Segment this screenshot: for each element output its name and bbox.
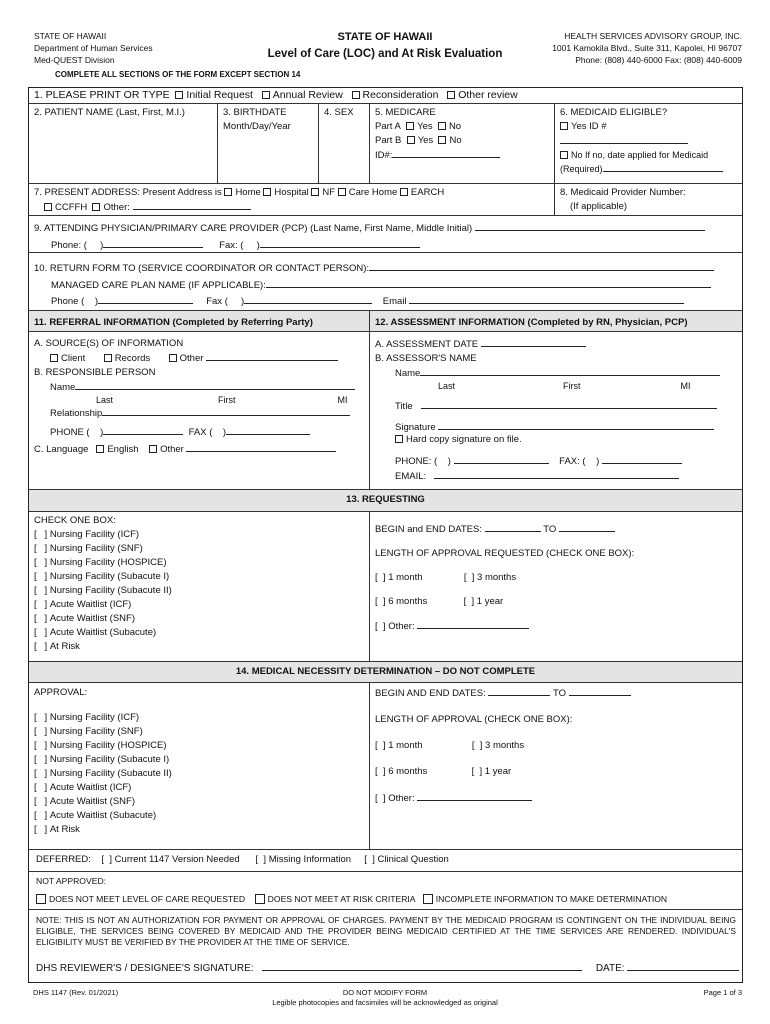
assessor-phone-field[interactable]	[454, 454, 549, 464]
mi-label: MI	[337, 395, 348, 405]
approval-option[interactable]: [ ] At Risk	[34, 824, 80, 835]
assessor-label: B. ASSESSOR'S NAME	[375, 353, 477, 364]
physician-line	[34, 221, 705, 234]
referral-cell	[29, 332, 369, 489]
checkbox[interactable]	[50, 354, 58, 362]
requesting-options	[34, 528, 364, 654]
assessment-date-field[interactable]	[481, 337, 586, 347]
client-label: Client	[61, 353, 86, 364]
signature-label: Signature	[395, 422, 436, 433]
name-label: Name	[50, 382, 76, 393]
option-ccffh: CCFFH	[55, 202, 88, 213]
option-label: 1 year	[476, 596, 504, 607]
request-length-label: LENGTH OF APPROVAL REQUESTED (CHECK ONE BOX):	[375, 548, 635, 559]
approval-other-field[interactable]	[417, 791, 532, 801]
phone-label: PHONE: (	[395, 456, 438, 467]
responsible-phone-line: PHONE ( ) FAX ( )	[34, 425, 364, 440]
option-label: At Risk	[49, 641, 80, 652]
responsible-name-line	[34, 380, 364, 395]
medicare-id-line	[375, 148, 549, 163]
option-label: Nursing Facility (Subacute II)	[49, 585, 172, 596]
option-label: Missing Information	[268, 854, 352, 865]
option-other-review: Other review	[458, 89, 518, 101]
relationship-line	[34, 406, 364, 421]
checkbox[interactable]	[96, 445, 104, 453]
section-14-heading-row	[29, 662, 742, 683]
hardcopy-label: Hard copy signature on file.	[406, 434, 522, 445]
option-nf: NF	[322, 187, 336, 198]
first-label: First	[563, 381, 581, 391]
checkbox[interactable]	[407, 136, 415, 144]
option-initial-request: Initial Request	[186, 89, 253, 101]
requesting-option[interactable]: [ ] At Risk	[34, 641, 80, 652]
physician-fax-field[interactable]	[260, 238, 420, 248]
approval-label: APPROVAL:	[34, 687, 88, 698]
requesting-option[interactable]: [ ] Nursing Facility (HOSPICE)	[34, 557, 167, 568]
requesting-option[interactable]: [ ] Acute Waitlist (Subacute)	[34, 627, 157, 638]
checkbox[interactable]	[44, 203, 52, 211]
assessment-cell	[369, 332, 744, 489]
section-11-12-body-row	[29, 332, 742, 490]
checkbox[interactable]	[338, 188, 346, 196]
name-label: Name	[395, 368, 421, 379]
requesting-option[interactable]: [ ] Nursing Facility (Subacute I)	[34, 571, 170, 582]
assessor-signature-line	[375, 420, 739, 434]
referral-heading: 11. REFERRAL INFORMATION (Completed by Referring Party)	[34, 317, 313, 328]
approval-option-1-month[interactable]: [ ] 1 month	[375, 740, 423, 751]
assessor-name-parts	[375, 381, 739, 392]
contractor-line: HEALTH SERVICES ADVISORY GROUP, INC.	[564, 31, 742, 41]
required-line	[560, 162, 739, 176]
medicaid-cell	[554, 104, 744, 183]
not-approved-options	[36, 894, 667, 904]
first-label: First	[218, 395, 236, 405]
assessor-title-field[interactable]	[421, 399, 717, 409]
deferred-line	[36, 854, 449, 865]
checkbox[interactable]	[400, 188, 408, 196]
agency-line: Department of Human Services	[34, 43, 153, 53]
option-label: Nursing Facility (HOSPICE)	[49, 557, 167, 568]
section-7-8-row	[29, 184, 742, 216]
option-label: Current 1147 Version Needed	[114, 854, 240, 865]
approval-dates-cell	[369, 683, 744, 849]
checkbox[interactable]	[262, 91, 270, 99]
approval-length-label: LENGTH OF APPROVAL (CHECK ONE BOX):	[375, 714, 573, 725]
phone-label: Phone: (	[51, 240, 87, 251]
checkbox[interactable]	[224, 188, 232, 196]
last-label: Last	[438, 381, 456, 391]
patient-name-label: 2. PATIENT NAME (Last, First, M.I.)	[34, 107, 185, 118]
assessor-email-field[interactable]	[434, 469, 679, 479]
approval-option[interactable]: [ ] Acute Waitlist (Subacute)	[34, 810, 157, 821]
email-label: Email	[382, 296, 407, 307]
present-address-cell	[29, 184, 554, 215]
responsible-fax-field[interactable]	[226, 425, 310, 435]
checkbox[interactable]	[352, 91, 360, 99]
patient-name-cell[interactable]	[29, 104, 217, 183]
request-length-row-1	[375, 571, 739, 585]
approval-length-row-1	[375, 739, 739, 753]
approval-option[interactable]: [ ] Nursing Facility (HOSPICE)	[34, 740, 167, 751]
no-label: No	[449, 135, 462, 146]
sex-label: 4. SEX	[324, 107, 354, 118]
reviewer-date-field[interactable]	[627, 961, 739, 971]
option-label: Acute Waitlist (ICF)	[49, 782, 132, 793]
deferred-label: DEFERRED:	[36, 854, 91, 865]
other-address-field[interactable]	[133, 200, 251, 210]
form-number: DHS 1147 (Rev. 01/2021)	[33, 988, 119, 997]
phone-label: Phone (	[51, 296, 85, 307]
return-contact-line: Phone ( ) Fax ( ) Email	[51, 294, 684, 307]
length-option-3-months[interactable]: [ ] 3 months	[463, 572, 517, 583]
medicaid-no-line	[560, 148, 739, 162]
request-begin-field[interactable]	[485, 522, 541, 532]
approval-option[interactable]: [ ] Acute Waitlist (ICF)	[34, 782, 132, 793]
option-annual-review: Annual Review	[272, 89, 343, 101]
medicaid-date-field[interactable]	[603, 162, 723, 172]
title-line-1: STATE OF HAWAII	[337, 31, 433, 43]
part-a-line	[375, 120, 549, 134]
assessor-signature-field[interactable]	[438, 420, 714, 430]
checkbox[interactable]	[92, 203, 100, 211]
language-other-field[interactable]	[186, 442, 336, 452]
approval-end-field[interactable]	[569, 686, 631, 696]
checkbox[interactable]	[447, 91, 455, 99]
photocopy-note: Legible photocopies and facsimiles will be acknowledged as original	[272, 998, 498, 1007]
assessment-date-label: A. ASSESSMENT DATE	[375, 339, 479, 350]
fax-label: FAX (	[188, 427, 213, 438]
checkbox[interactable]	[311, 188, 319, 196]
section-9-row	[29, 216, 742, 253]
return-fax-field[interactable]	[244, 294, 372, 304]
agency-line: STATE OF HAWAII	[34, 31, 107, 41]
no-label: No	[448, 121, 462, 132]
contractor-line: 1001 Kamokila Blvd., Suite 311, Kapolei, HI 96707	[552, 43, 742, 53]
option-label: 1 year	[484, 766, 512, 777]
option-label: Nursing Facility (ICF)	[49, 529, 140, 540]
form-header	[28, 25, 742, 75]
physician-label: 9. ATTENDING PHYSICIAN/PRIMARY CARE PROVIDER (PCP) (Last Name, First Name, Middle Initial)	[34, 223, 473, 234]
approval-option[interactable]: [ ] Acute Waitlist (SNF)	[34, 796, 136, 807]
return-form-field[interactable]	[369, 261, 714, 271]
reviewer-date-label: DATE:	[595, 963, 625, 974]
option-label: Nursing Facility (SNF)	[49, 543, 143, 554]
request-dates-line	[375, 522, 739, 537]
length-option-6-months[interactable]: [ ] 6 months	[375, 596, 428, 607]
medicare-cell	[369, 104, 554, 183]
checkbox[interactable]	[438, 122, 446, 130]
requesting-option[interactable]: [ ] Nursing Facility (ICF)	[34, 529, 140, 540]
return-phone-field[interactable]	[98, 294, 193, 304]
deferred-row	[29, 850, 742, 872]
part-a-label: Part A	[375, 121, 401, 132]
option-label: Acute Waitlist (Subacute)	[49, 627, 157, 638]
option-label: DOES NOT MEET AT RISK CRITERIA	[267, 894, 416, 904]
checkbox[interactable]	[406, 122, 414, 130]
approval-length-row-3	[375, 791, 739, 806]
agency-line: Med-QUEST Division	[34, 55, 115, 65]
managed-care-label: MANAGED CARE PLAN NAME (IF APPLICABLE):	[51, 280, 266, 291]
option-label: 1 month	[388, 740, 423, 751]
source-other-field[interactable]	[206, 351, 338, 361]
reviewer-signature-field[interactable]	[262, 961, 582, 971]
section-13-body-row	[29, 512, 742, 662]
approval-option[interactable]: [ ] Nursing Facility (ICF)	[34, 712, 140, 723]
medicaid-id-line	[560, 134, 739, 148]
requesting-dates-cell	[369, 512, 744, 661]
medicare-label: 5. MEDICARE	[375, 107, 436, 118]
assessor-fax-field[interactable]	[602, 454, 682, 464]
approval-option[interactable]: [ ] Nursing Facility (Subacute I)	[34, 754, 170, 765]
requesting-heading: 13. REQUESTING	[346, 494, 425, 505]
phone-label: PHONE (	[50, 427, 90, 438]
title-label: Title	[395, 401, 413, 412]
checkbox[interactable]	[423, 894, 433, 904]
return-form-line	[34, 261, 714, 274]
assessment-date-line	[375, 337, 739, 352]
reviewer-signature-label: DHS REVIEWER'S / DESIGNEE'S SIGNATURE:	[36, 963, 254, 974]
responsible-label: B. RESPONSIBLE PERSON	[34, 367, 156, 378]
print-type-label: 1. PLEASE PRINT OR TYPE	[34, 89, 170, 101]
option-label: Nursing Facility (Subacute I)	[49, 754, 170, 765]
name-parts	[34, 395, 364, 406]
email-label: EMAIL:	[395, 471, 427, 482]
relationship-label: Relationship	[50, 408, 103, 419]
medicare-id-label: ID#:	[375, 150, 393, 161]
medicaid-yes-line	[560, 120, 739, 134]
fax-label: Fax: (	[219, 240, 244, 251]
assessor-name-field[interactable]	[420, 366, 720, 376]
page-number: Page 1 of 3	[703, 988, 742, 997]
requesting-list-cell	[29, 512, 369, 661]
checkbox[interactable]	[560, 151, 568, 159]
sex-cell[interactable]	[318, 104, 369, 183]
option-label: 1 month	[388, 572, 423, 583]
authorization-note: NOTE: THIS IS NOT AN AUTHORIZATION FOR PAYMENT OR APPROVAL OF CHARGES. PAYMENT BY THE MEDICAID PROGRAM IS CONTINGENT ON THE INDIVIDUAL BEING ELIGIBLE, THE SERVICES BEING COVERED BY MEDICAID AND THE PROVIDER BEING MEDICAID CERTIFIED AT THE TIME SERVICES ARE RENDERED. INDIVIDUAL'S ELIGIBILITY MUST BE VERIFIED BY THE PROVIDER AT THE TIME OF SERVICE.	[36, 915, 736, 947]
approval-option-6-months[interactable]: [ ] 6 months	[375, 766, 428, 777]
section-14-body-row	[29, 683, 742, 850]
length-option-other[interactable]: [ ] Other:	[375, 621, 415, 632]
footer-center	[28, 988, 742, 1008]
option-label: Acute Waitlist (ICF)	[49, 599, 132, 610]
option-label: Acute Waitlist (Subacute)	[49, 810, 157, 821]
option-label: 6 months	[388, 596, 428, 607]
checkbox[interactable]	[175, 91, 183, 99]
provider-number-sub: (If applicable)	[570, 201, 628, 212]
option-label: Acute Waitlist (SNF)	[49, 613, 136, 624]
deferred-option[interactable]: [ ] Missing Information	[255, 854, 352, 865]
to-label: TO	[552, 688, 566, 699]
approval-option-other[interactable]: [ ] Other:	[375, 793, 415, 804]
section-2-6-row	[29, 104, 742, 184]
checkbox[interactable]	[36, 894, 46, 904]
form-instruction: COMPLETE ALL SECTIONS OF THE FORM EXCEPT SECTION 14	[55, 70, 301, 79]
deferred-option[interactable]: [ ] Clinical Question	[364, 854, 449, 865]
physician-phone-line: Phone: ( ) Fax: ( )	[51, 238, 420, 251]
last-label: Last	[96, 395, 114, 405]
part-b-line	[375, 134, 549, 148]
option-other: Other:	[103, 202, 130, 213]
records-label: Records	[114, 353, 151, 364]
request-length-row-2	[375, 595, 739, 609]
mi-label: MI	[680, 381, 691, 391]
option-label: INCOMPLETE INFORMATION TO MAKE DETERMINATION	[435, 894, 668, 904]
hardcopy-line	[375, 434, 739, 446]
option-label: 3 months	[477, 572, 517, 583]
fax-label: Fax (	[206, 296, 228, 307]
request-length-row-3	[375, 619, 739, 634]
language-line	[34, 442, 364, 457]
not-approved-row	[29, 872, 742, 910]
option-label: DOES NOT MEET LEVEL OF CARE REQUESTED	[49, 894, 246, 904]
medicaid-label: 6. MEDICAID ELIGIBLE?	[560, 107, 668, 118]
language-other-label: Other	[160, 444, 184, 455]
provider-number-cell[interactable]	[554, 184, 744, 215]
section-1-row	[29, 88, 742, 104]
english-label: English	[107, 444, 139, 455]
requesting-option[interactable]: [ ] Nursing Facility (SNF)	[34, 543, 143, 554]
fax-label: FAX: (	[559, 456, 586, 467]
other-label: Other	[179, 353, 204, 364]
medicaid-id-field[interactable]	[560, 134, 688, 144]
option-label: Acute Waitlist (SNF)	[49, 796, 136, 807]
birthdate-cell[interactable]	[217, 104, 318, 183]
assessor-title-line	[375, 399, 739, 414]
assessment-heading: 12. ASSESSMENT INFORMATION (Completed by RN, Physician, PCP)	[369, 311, 744, 331]
request-other-field[interactable]	[417, 619, 529, 629]
option-hospital: Hospital	[274, 187, 309, 198]
option-label: Nursing Facility (HOSPICE)	[49, 740, 167, 751]
assessor-email-line	[375, 469, 739, 483]
not-approved-label: NOT APPROVED:	[36, 876, 107, 886]
option-label: Nursing Facility (Subacute II)	[49, 768, 172, 779]
approval-dates-line	[375, 686, 739, 701]
medicaid-no-label: No If no, date applied for Medicaid	[571, 150, 709, 160]
option-care-home: Care Home	[348, 187, 398, 198]
source-options	[34, 351, 364, 366]
yes-label: Yes	[417, 121, 433, 132]
checkbox[interactable]	[149, 445, 157, 453]
option-label: Nursing Facility (SNF)	[49, 726, 143, 737]
option-home: Home	[235, 187, 261, 198]
section-10-row	[29, 253, 742, 311]
return-email-field[interactable]	[409, 294, 684, 304]
assessor-phone-line: PHONE: ( ) FAX: ( )	[375, 454, 739, 469]
length-option-1-month[interactable]: [ ] 1 month	[375, 572, 423, 583]
contractor-block	[552, 30, 742, 66]
option-reconsideration: Reconsideration	[362, 89, 439, 101]
approval-length-row-2	[375, 765, 739, 779]
responsible-phone-field[interactable]	[103, 425, 183, 435]
deferred-option[interactable]: [ ] Current 1147 Version Needed	[101, 854, 240, 865]
dates-label: BEGIN AND END DATES:	[375, 688, 486, 699]
title-line-2: Level of Care (LOC) and At Risk Evaluation	[267, 48, 503, 60]
option-label: 6 months	[388, 766, 428, 777]
birthdate-label: 3. BIRTHDATE	[223, 107, 287, 118]
managed-care-line	[51, 278, 711, 291]
length-option-1-year[interactable]: [ ] 1 year	[463, 596, 504, 607]
approval-list-cell	[29, 683, 369, 849]
address-line-2	[34, 200, 549, 215]
note-row	[29, 910, 742, 984]
approval-option-3-months[interactable]: [ ] 3 months	[471, 740, 525, 751]
return-form-label: 10. RETURN FORM TO (SERVICE COORDINATOR OR CONTACT PERSON):	[34, 263, 370, 274]
assessor-name-line	[375, 366, 739, 381]
option-earch: EARCH	[410, 187, 445, 198]
option-label: Other:	[388, 621, 415, 632]
medical-necessity-heading: 14. MEDICAL NECESSITY DETERMINATION – DO NOT COMPLETE	[235, 666, 536, 677]
requesting-option[interactable]: [ ] Acute Waitlist (ICF)	[34, 599, 132, 610]
responsible-name-field[interactable]	[75, 380, 355, 390]
approval-options	[34, 711, 364, 837]
print-type-line	[34, 89, 518, 101]
approval-option-1-year[interactable]: [ ] 1 year	[471, 766, 512, 777]
source-label: A. SOURCE(S) OF INFORMATION	[34, 338, 184, 349]
request-end-field[interactable]	[559, 522, 615, 532]
check-one-label: CHECK ONE BOX:	[34, 515, 116, 526]
checkbox[interactable]	[169, 354, 177, 362]
physician-phone-field[interactable]	[103, 238, 203, 248]
language-label: C. Language	[34, 444, 89, 455]
reviewer-signature-line	[36, 961, 739, 974]
managed-care-field[interactable]	[266, 278, 711, 288]
checkbox[interactable]	[263, 188, 271, 196]
to-label: TO	[543, 524, 557, 535]
section-13-heading-row	[29, 490, 742, 512]
approval-begin-field[interactable]	[488, 686, 550, 696]
part-b-label: Part B	[375, 135, 402, 146]
checkbox[interactable]	[438, 136, 446, 144]
requesting-option[interactable]: [ ] Nursing Facility (Subacute II)	[34, 585, 172, 596]
requesting-option[interactable]: [ ] Acute Waitlist (SNF)	[34, 613, 136, 624]
birthdate-format: Month/Day/Year	[223, 121, 291, 132]
yes-label: Yes	[417, 135, 434, 146]
address-line-1	[34, 186, 549, 200]
option-label: At Risk	[49, 824, 80, 835]
option-label: Nursing Facility (Subacute I)	[49, 571, 170, 582]
present-address-label: 7. PRESENT ADDRESS: Present Address is	[34, 187, 222, 198]
option-label: 3 months	[485, 740, 525, 751]
do-not-modify: DO NOT MODIFY FORM	[342, 988, 428, 997]
physician-field[interactable]	[475, 221, 705, 231]
required-label: (Required)	[560, 164, 603, 174]
relationship-field[interactable]	[102, 406, 350, 416]
option-label: Clinical Question	[377, 854, 449, 865]
approval-option[interactable]: [ ] Nursing Facility (Subacute II)	[34, 768, 172, 779]
contractor-line: Phone: (808) 440-6000 Fax: (808) 440-6009	[575, 55, 742, 65]
dates-label: BEGIN and END DATES:	[375, 524, 482, 535]
checkbox[interactable]	[255, 894, 265, 904]
option-label: Other:	[388, 793, 415, 804]
approval-option[interactable]: [ ] Nursing Facility (SNF)	[34, 726, 143, 737]
section-11-12-heading-row	[29, 311, 742, 332]
option-label: Nursing Facility (ICF)	[49, 712, 140, 723]
checkbox[interactable]	[104, 354, 112, 362]
checkbox[interactable]	[395, 435, 403, 443]
provider-number-label: 8. Medicaid Provider Number:	[560, 187, 686, 198]
medicaid-yes-label: Yes ID #	[571, 121, 607, 132]
form-body	[28, 87, 743, 983]
medicare-id-field[interactable]	[392, 148, 500, 158]
checkbox[interactable]	[560, 122, 568, 130]
